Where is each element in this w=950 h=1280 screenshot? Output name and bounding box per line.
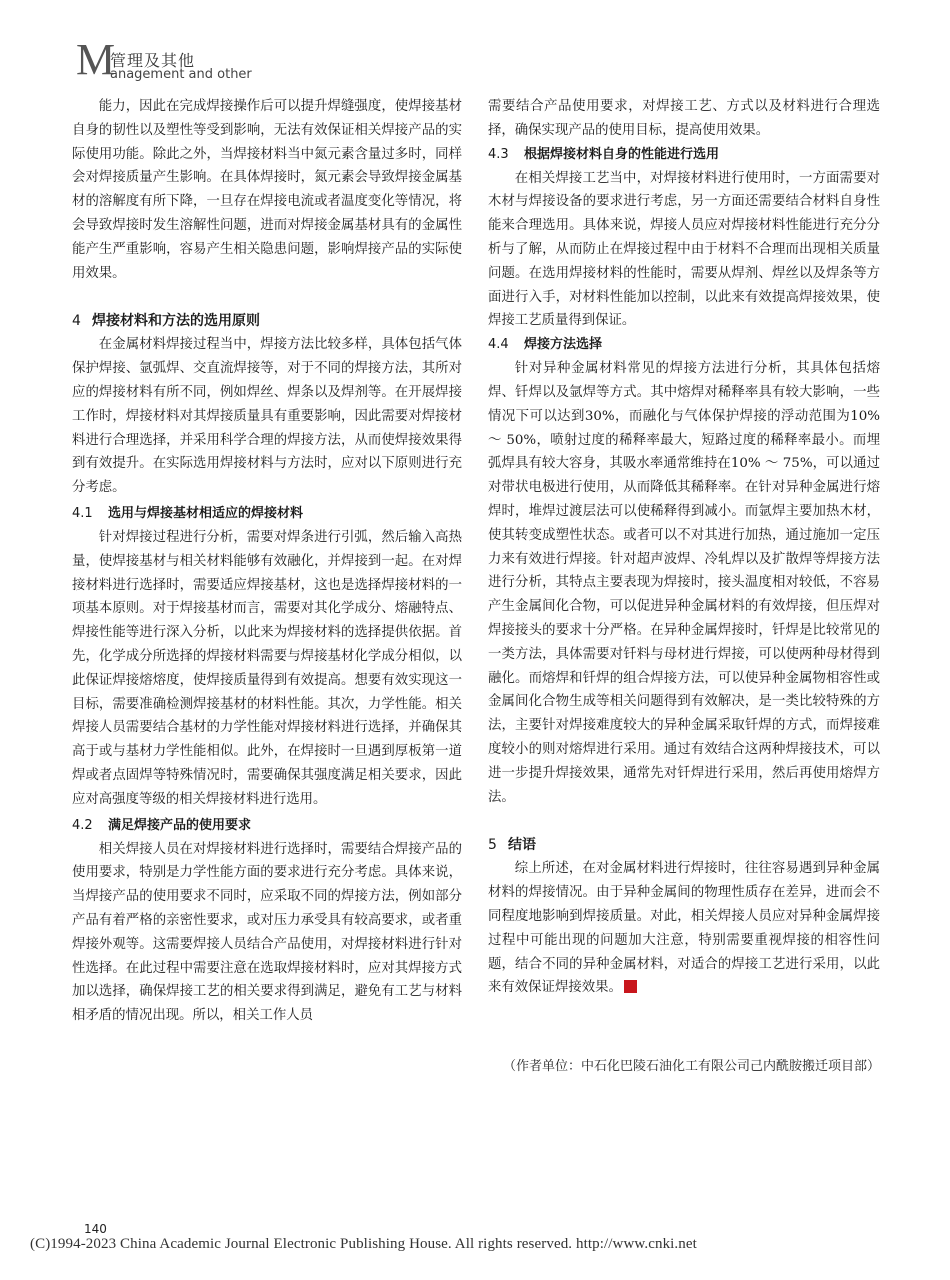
- subsection-number: 4.4: [488, 337, 509, 353]
- page-number: 140: [84, 1222, 107, 1236]
- section-5-heading: [488, 833, 880, 857]
- subsection-title: 选用与焊接基材相适应的焊接材料: [108, 505, 304, 521]
- subsection-4-4-paragraph: 针对异种金属材料常见的焊接方法进行分析，其具体包括熔焊、钎焊以及氩焊等方式。其中熔焊对稀释率具有较大影响，一些情况下可以达到30%，而融化与气体保护焊接的浮动范围为10% ～ 50%，喷射过度的稀释率最大，短路过度的稀释率最小。而埋弧焊具有较大容身，其吸水率通常维持在10% ～ 75%，可以通过对带状电极进行使用，从而降低其稀释率。在针对异种金属进行熔焊时，堆焊过渡层法可以使稀释得到减小。而氩焊主要加热木材，使其转变成塑性状态。或者可以不对其进行加热，通过施加一定压力来有效进行焊接。针对超声波焊、冷轧焊以及扩散焊等焊接方法进行分析，其特点主要表现为焊接时，接头温度相对较低，不容易产生金属间化合物，可以促进异种金属材料的有效焊接，但压焊对焊接接头的要求十分严格。在异种金属焊接时，钎焊是比较常见的一类方法，具体需要对钎料与母材进行焊接，可以使两种母材得到融化。而熔焊和钎焊的组合焊接方法，可以使异种金属物相容性或金属间化合物生成等相关问题得到有效解决，是一类比较特殊的方法，主要针对焊接难度较大的异种金属采取钎焊的方式，而焊接难度较小的则对熔焊进行采用。通过有效结合这两种焊接技术，可以进一步提升焊接效果，通常先对钎焊进行采用，然后再使用熔焊方法。: [488, 361, 880, 805]
- section-title: 结语: [508, 837, 536, 854]
- section-title: 焊接材料和方法的选用原则: [92, 313, 260, 330]
- section-title-cn: 管理及其他: [110, 51, 196, 70]
- subsection-4-2-paragraph: 相关焊接人员在对焊接材料进行选择时，需要结合焊接产品的使用要求，特别是力学性能方面的要求进行充分考虑。具体来说，当焊接产品的使用要求不同时，应采取不同的焊接方法，例如部分产品有着严格的亲密性要求，或对压力承受具有较高要求，或者重焊接外观等。这需要焊接人员结合产品使用，对焊接材料进行针对性选择。在此过程中需要注意在选取焊接材料时，应对其焊接方式加以选择，确保焊接工艺的相关要求得到满足，避免有工艺与材料相矛盾的情况出现。所以，相关工作人员: [72, 841, 462, 1024]
- end-of-article-icon: [624, 980, 637, 993]
- section-4-paragraph: 在金属材料焊接过程当中，焊接方法比较多样，具体包括气体保护焊接、氩弧焊、交直流焊接等，对于不同的焊接方法，其所对应的焊接材料有所不同，例如焊丝、焊条以及焊剂等。在开展焊接工作时，焊接材料对其焊接质量具有重要影响，因此需要对焊接材料进行合理选择，并采用科学合理的焊接方法，从而使焊接效果得到有效提升。在实际选用焊接材料与方法时，应对以下原则进行充分考虑。: [72, 337, 462, 496]
- subsection-title: 焊接方法选择: [524, 337, 603, 353]
- subsection-number: 4.3: [488, 146, 509, 162]
- conclusion-paragraph: [488, 857, 880, 1000]
- copyright-footer: (C)1994-2023 China Academic Journal Electronic Publishing House. All rights reserved. http://www.cnki.net: [30, 1236, 697, 1252]
- paragraph-continued: 能力，因此在完成焊接操作后可以提升焊缝强度，使焊接基材自身的韧性以及塑性等受到影响，无法有效保证相关焊接产品的实际使用功能。除此之外，当焊接材料当中氮元素含量过多时，同样会对焊接质量产生影响。在具体焊接时，氮元素会导致焊接金属基材的溶解度有所下降，一旦存在焊接电流或者温度变化等情况，将会导致焊接时发生溶解性问题，进而对焊接金属基材具有的金属性能产生严重影响，容易产生相关隐患问题，影响焊接产品的实际使用效果。: [72, 99, 462, 281]
- left-column: [72, 95, 462, 1028]
- subsection-4-1-paragraph: 针对焊接过程进行分析，需要对焊条进行引弧，然后输入高热量，使焊接基材与相关材料能够有效融化，并焊接到一起。在对焊接材料进行选择时，需要适应焊接基材，这也是选择焊接材料的一项基本原则。对于焊接基材而言，需要对其化学成分、熔融特点、焊接性能等进行深入分析，以此来为焊接材料的选择提供依据。首先，化学成分所选择的焊接材料需要与焊接基材化学成分相似，以此保证焊接熔熔度，使焊接质量得到有效提高。想要有效实现这一目标，需要准确检测焊接基材的材料性能。其次，力学性能。相关焊接人员需要结合基材的力学性能对焊接材料进行选择，并确保其高于或与基材力学性能相似。此外，在焊接时一旦遇到厚板第一道焊或者点固焊等特殊情况时，需要确保其强度满足相关要求，因此应对高强度等级的相关焊接材料进行选用。: [72, 529, 462, 807]
- subsection-4-1-heading: [72, 502, 462, 526]
- subsection-title: 满足焊接产品的使用要求: [108, 817, 252, 833]
- paragraph-continued: 需要结合产品使用要求，对焊接工艺、方式以及材料进行合理选择，确保实现产品的使用目标，提高使用效果。: [488, 99, 880, 138]
- section-initial-letter: M: [76, 35, 116, 84]
- journal-section-header: [76, 35, 276, 84]
- subsection-title: 根据焊接材料自身的性能进行选用: [524, 146, 720, 162]
- subsection-4-4-heading: [488, 333, 880, 357]
- section-number: 4: [72, 313, 81, 330]
- subsection-4-2-heading: [72, 814, 462, 838]
- subsection-4-3-paragraph: 在相关焊接工艺当中，对焊接材料进行使用时，一方面需要对木材与焊接设备的要求进行考虑，另一方面还需要结合材料自身性能来合理选用。具体来说，焊接人员应对焊接材料性能进行充分分析与了解，从而防止在焊接过程中由于材料不合理而出现相关质量问题。在选用焊接材料的性能时，需要从焊剂、焊丝以及焊条等方面进行入手，对材料性能加以控制，以此来有效提高焊接效果，使焊接工艺质量得到保证。: [488, 170, 880, 329]
- conclusion-text: 综上所述，在对金属材料进行焊接时，往往容易遇到异种金属材料的焊接情况。由于异种金属间的物理性质存在差异，进而会不同程度地影响到焊接质量。对此，相关焊接人员应对异种金属焊接过程中可能出现的问题加大注意，特别需要重视焊接的相容性问题，结合不同的异种金属材料，对适合的焊接工艺进行采用，以此来有效保证焊接效果。: [488, 861, 880, 996]
- section-4-heading: [72, 309, 462, 333]
- section-number: 5: [488, 837, 497, 854]
- author-affiliation: （作者单位：中石化巴陵石油化工有限公司己内酰胺搬迁项目部）: [502, 1059, 880, 1074]
- subsection-number: 4.1: [72, 505, 93, 521]
- right-column: [488, 95, 880, 1000]
- subsection-number: 4.2: [72, 817, 93, 833]
- section-title-en: anagement and other: [110, 67, 252, 82]
- subsection-4-3-heading: [488, 143, 880, 167]
